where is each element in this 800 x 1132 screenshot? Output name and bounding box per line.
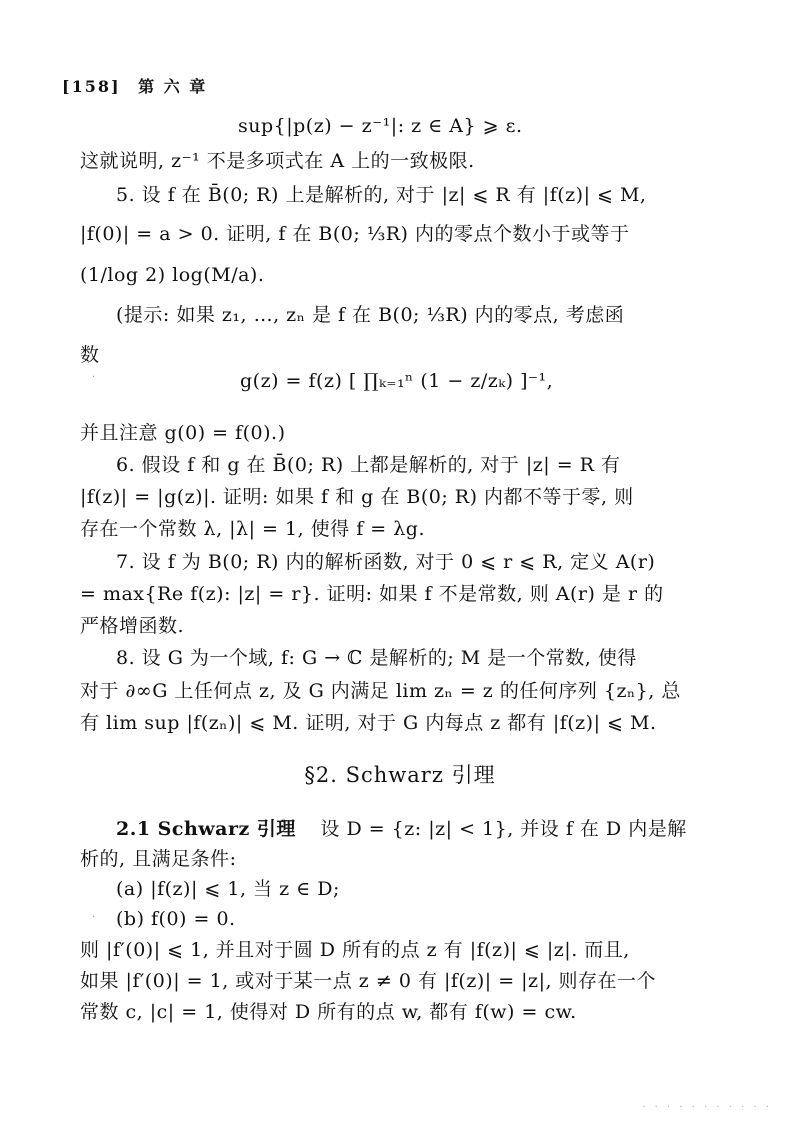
formula-log: (1/log 2) log(M/a). (80, 264, 265, 286)
scan-speck: · (92, 372, 96, 383)
scan-speck: · (92, 912, 96, 923)
text-line: = max{Re f(z): |z| = r}. 证明: 如果 f 不是常数, 则 A(r) 是 r 的 (80, 583, 664, 605)
text-line: 并且注意 g(0) = f(0).) (80, 422, 286, 444)
theorem-text: 设 D = {z: |z| < 1}, 并设 f 在 D 内是解 (320, 818, 687, 840)
chapter-label: 第 六 章 (138, 77, 208, 96)
page-number: [158] (62, 77, 121, 96)
exercise-8: 8. 设 G 为一个域, f: G → ℂ 是解析的; M 是一个常数, 使得 (116, 647, 637, 669)
text-line: |f(z)| = |g(z)|. 证明: 如果 f 和 g 在 B(0; R) 内都不等于零, 则 (80, 486, 634, 508)
exercise-6: 6. 假设 f 和 g 在 B̄(0; R) 上都是解析的, 对于 |z| = R 有 (116, 454, 621, 476)
theorem-line (116, 816, 687, 842)
section-title: §2. Schwarz 引理 (304, 763, 496, 787)
theorem-line: 析的, 且满足条件: (80, 848, 237, 870)
text-line: 数 (80, 344, 100, 366)
text-line: 对于 ∂∞G 上任何点 z, 及 G 内满足 lim zₙ = z 的任何序列 {zₙ}, 总 (80, 680, 681, 702)
exercise-5: 5. 设 f 在 B̄(0; R) 上是解析的, 对于 |z| ⩽ R 有 |f(z)| ⩽ M, (116, 184, 647, 206)
page-header (62, 74, 207, 100)
hint-line: (提示: 如果 z₁, …, zₙ 是 f 在 B(0; ⅓R) 内的零点, 考虑函 (116, 304, 625, 326)
text-line: 存在一个常数 λ, |λ| = 1, 使得 f = λg. (80, 518, 425, 540)
formula-sup: sup{|p(z) − z⁻¹|: z ∈ A} ⩾ ε. (238, 115, 523, 137)
condition-b: (b) f(0) = 0. (116, 908, 236, 930)
text-line: 有 lim sup |f(zₙ)| ⩽ M. 证明, 对于 G 内每点 z 都有 |f(z)| ⩽ M. (80, 712, 657, 734)
theorem-line: 则 |f′(0)| ⩽ 1, 并且对于圆 D 所有的点 z 有 |f(z)| ⩽ |z|. 而且, (80, 939, 630, 961)
text-line: 这就说明, z⁻¹ 不是多项式在 A 上的一致极限. (80, 150, 475, 172)
theorem-title: 2.1 Schwarz 引理 (116, 818, 296, 840)
exercise-7: 7. 设 f 为 B(0; R) 内的解析函数, 对于 0 ⩽ r ⩽ R, 定义 A(r) (116, 551, 656, 573)
formula-g: g(z) = f(z) [ ∏ₖ₌₁ⁿ (1 − z/zₖ) ]⁻¹, (240, 370, 554, 392)
text-line: 严格增函数. (80, 615, 185, 637)
condition-a: (a) |f(z)| ⩽ 1, 当 z ∈ D; (116, 878, 340, 900)
theorem-line: 如果 |f′(0)| = 1, 或对于某一点 z ≠ 0 有 |f(z)| = |z|, 则存在一个 (80, 970, 657, 992)
text-line: |f(0)| = a > 0. 证明, f 在 B(0; ⅓R) 内的零点个数小于或等于 (80, 223, 630, 245)
theorem-line: 常数 c, |c| = 1, 使得对 D 所有的点 w, 都有 f(w) = cw. (80, 1001, 577, 1023)
scan-artifact-dots: . . . . . . . . . . . (642, 1099, 772, 1110)
